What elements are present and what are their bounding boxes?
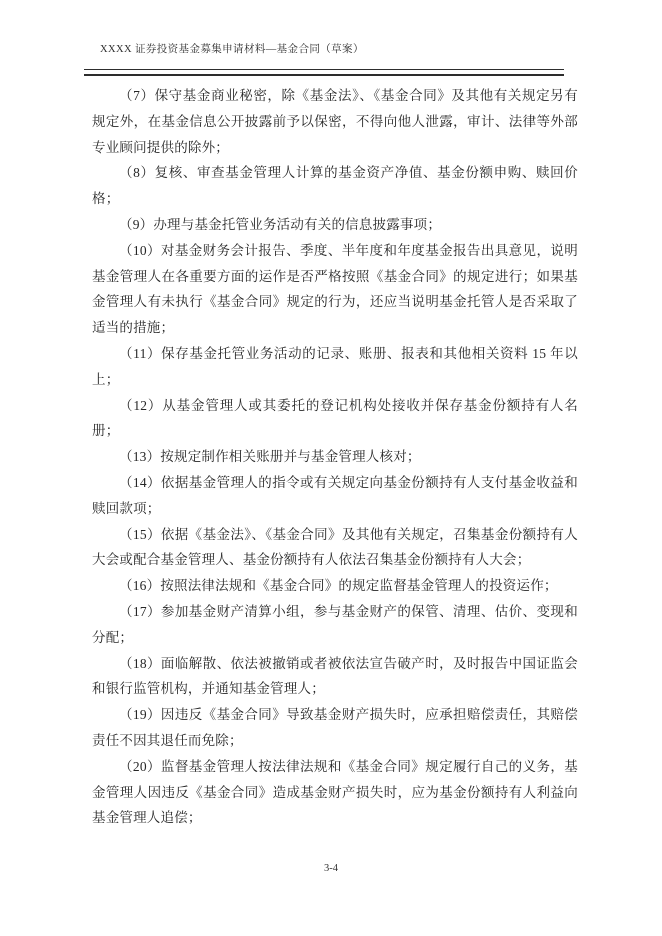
page-number: 3-4 [324,863,338,874]
clause-15: （15）依据《基金法》、《基金合同》及其他有关规定，召集基金份额持有人大会或配合基金管理人、基金份额持有人依法召集基金份额持有人大会； [92,526,578,568]
clause-10: （10）对基金财务会计报告、季度、半年度和年度基金报告出具意见，说明基金管理人在各重要方面的运作是否严格按照《基金合同》的规定进行；如果基金管理人有未执行《基金合同》规定的行为，还应当说明基金托管人是否采取了适当的措施； [92,242,578,336]
page-footer [0,863,662,874]
document-body [92,83,578,831]
clause-11: （11）保存基金托管业务活动的记录、账册、报表和其他相关资料 15 年以上； [92,345,578,387]
header-rule [84,69,564,76]
clause-7: （7）保守基金商业秘密，除《基金法》、《基金合同》及其他有关规定另有规定外，在基金信息公开披露前予以保密，不得向他人泄露，审计、法律等外部专业顾问提供的除外； [92,88,578,155]
clause-20: （20）监督基金管理人按法律法规和《基金合同》规定履行自己的义务，基金管理人因违反《基金合同》造成基金财产损失时，应为基金份额持有人利益向基金管理人追偿； [92,758,578,826]
page-header [100,41,578,56]
clause-18: （18）面临解散、依法被撤销或者被依法宣告破产时，及时报告中国证监会和银行监管机构，并通知基金管理人； [92,655,578,697]
clause-16: （16）按照法律法规和《基金合同》的规定监督基金管理人的投资运作； [119,578,558,594]
clause-14: （14）依据基金管理人的指令或有关规定向基金份额持有人支付基金收益和赎回款项； [92,474,578,516]
clause-19: （19）因违反《基金合同》导致基金财产损失时，应承担赔偿责任，其赔偿责任不因其退任而免除； [92,707,578,748]
clause-9: （9）办理与基金托管业务活动有关的信息披露事项； [119,216,442,232]
clause-8: （8）复核、审查基金管理人计算的基金资产净值、基金份额申购、赎回价格； [92,165,578,207]
clause-13: （13）按规定制作相关账册并与基金管理人核对； [119,449,421,465]
clause-17: （17）参加基金财产清算小组，参与基金财产的保管、清理、估价、变现和分配； [92,603,578,645]
clause-12: （12）从基金管理人或其委托的登记机构处接收并保存基金份额持有人名册； [92,397,578,439]
header-title: XXXX 证券投资基金募集申请材料—基金合同（草案） [100,44,364,55]
